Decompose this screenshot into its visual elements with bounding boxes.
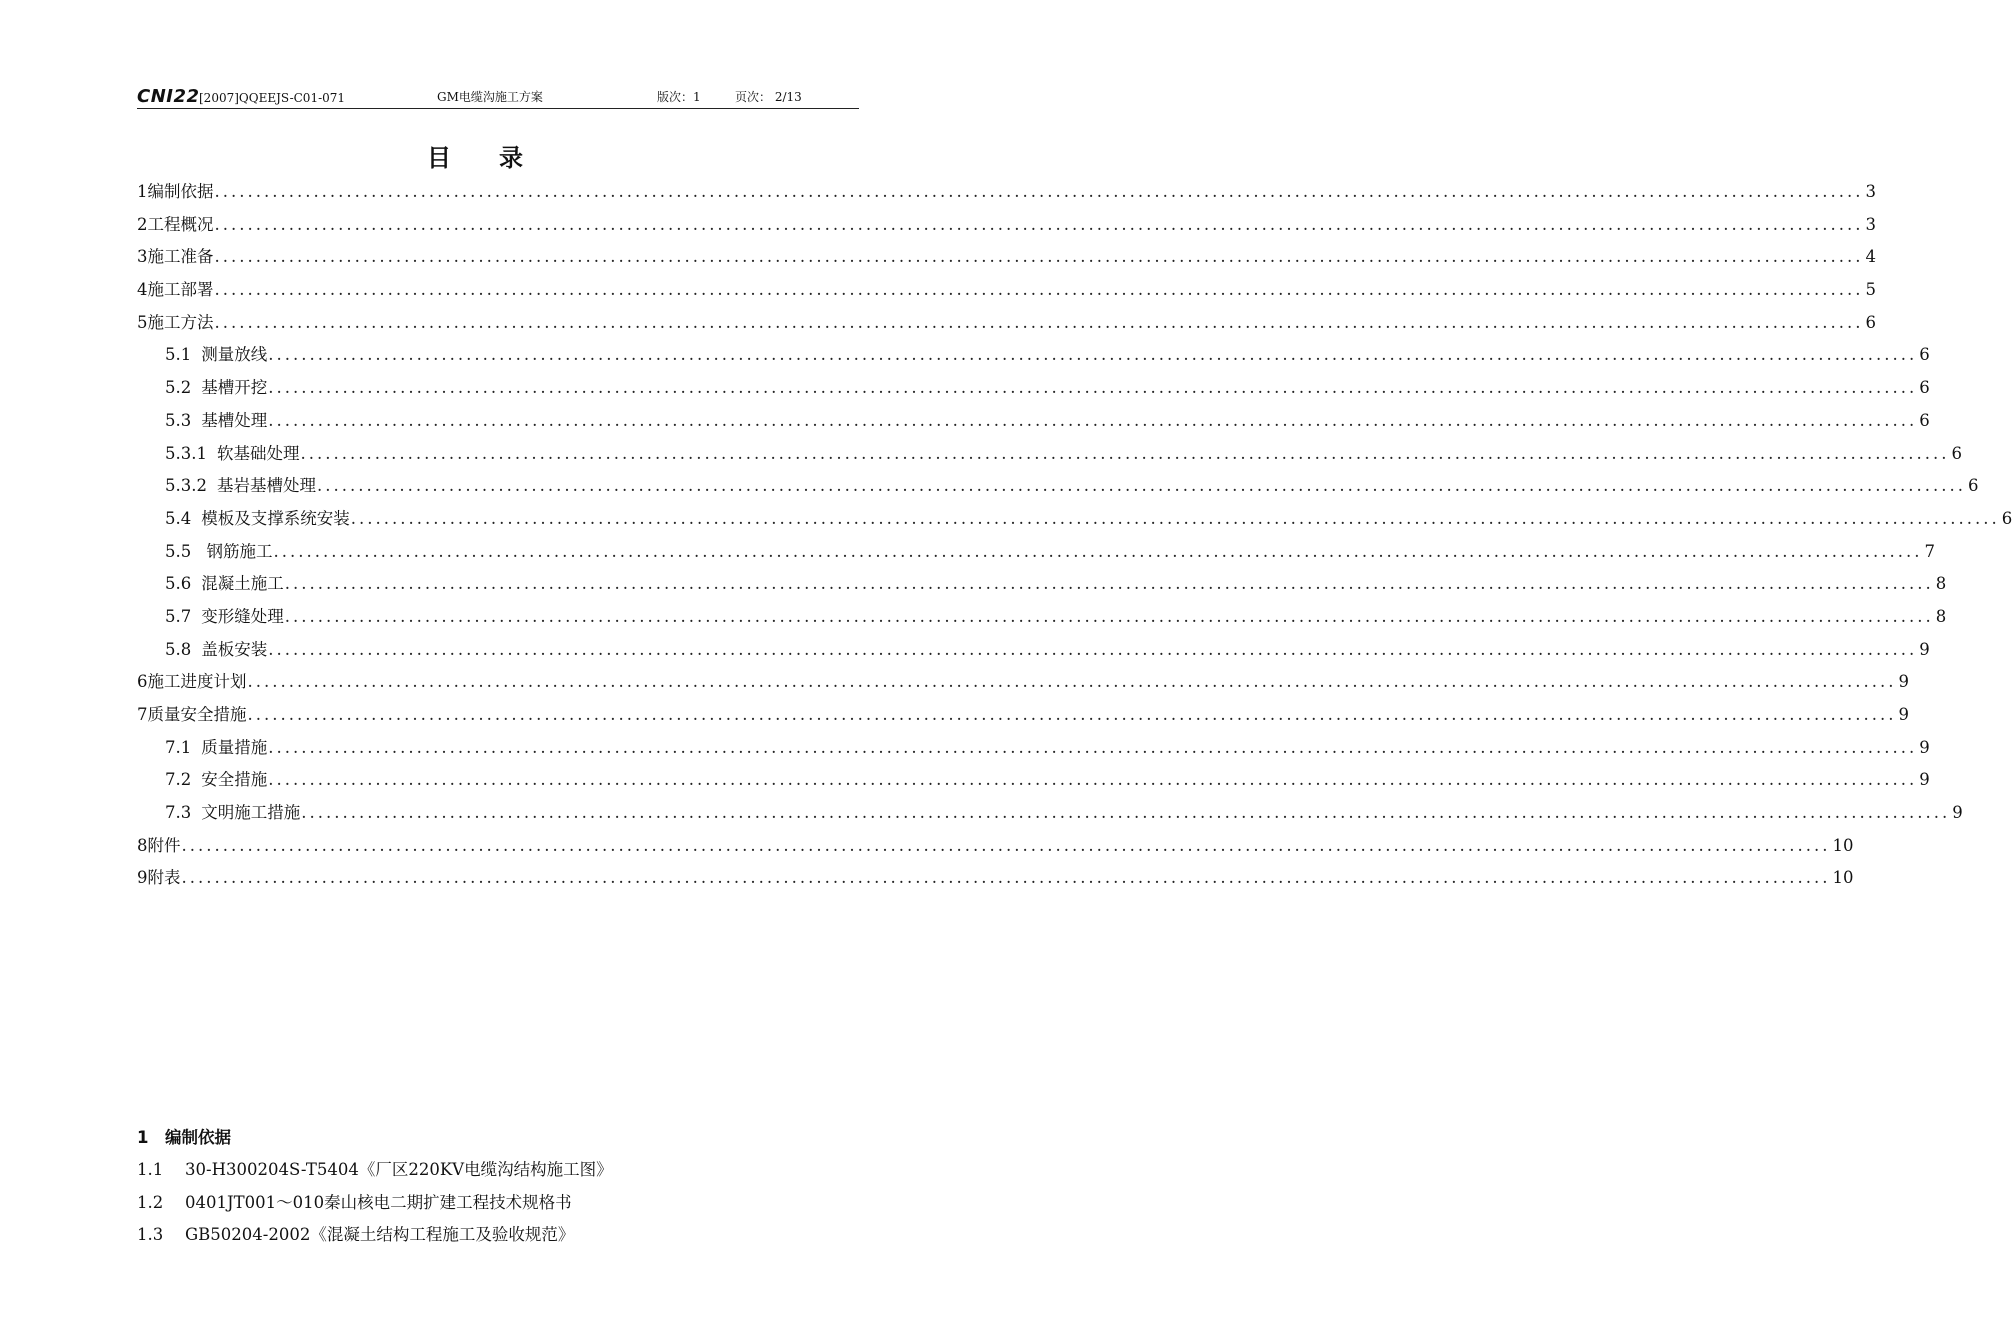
- toc-leader-dots: ........................................................................................................................................................................................................: [268, 770, 1918, 790]
- reference-text: 30-H300204S-T5404《厂区220KV电缆沟结构施工图》: [185, 1160, 613, 1179]
- toc-entry-number: 6: [137, 672, 148, 692]
- toc-leader-dots: ........................................................................................................................................................................................................: [214, 312, 1864, 332]
- toc-entry-page: 9: [1919, 770, 1930, 790]
- toc-entry-number: 5: [137, 312, 148, 332]
- toc-entry-number: 4: [137, 280, 148, 300]
- document-title: GM电缆沟施工方案: [437, 90, 543, 104]
- toc-entry[interactable]: [137, 176, 1876, 209]
- toc-entry-number: 9: [137, 868, 148, 888]
- toc-entry-number: 5.3.1: [165, 443, 207, 463]
- toc-entry-number: 5.4: [165, 508, 192, 528]
- toc-entry-title: 基槽开挖: [201, 378, 268, 398]
- toc-entry-page: 6: [1865, 312, 1876, 332]
- toc-leader-dots: ........................................................................................................................................................................................................: [301, 803, 1951, 823]
- toc-entry-page: 4: [1865, 247, 1876, 267]
- toc-entry-number: 7.3: [165, 803, 192, 823]
- toc-entry-page: 3: [1865, 214, 1876, 234]
- toc-entry-page: 9: [1952, 803, 1963, 823]
- reference-text: 0401JT001～010秦山核电二期扩建工程技术规格书: [185, 1192, 572, 1212]
- reference-text: GB50204-2002《混凝土结构工程施工及验收规范》: [185, 1225, 575, 1244]
- toc-entry[interactable]: [137, 405, 1930, 438]
- toc-entry-page: 6: [1919, 410, 1930, 430]
- toc-leader-dots: ........................................................................................................................................................................................................: [284, 574, 1934, 594]
- toc-entry[interactable]: [137, 797, 1963, 830]
- reference-number: 1.1: [137, 1160, 164, 1179]
- toc-entry[interactable]: [137, 862, 1854, 895]
- reference-item: [137, 1154, 859, 1187]
- section-heading: [137, 1122, 859, 1154]
- toc-entry-title: 附件: [147, 835, 181, 855]
- section-compilation-basis: [137, 1122, 859, 1252]
- toc-leader-dots: ........................................................................................................................................................................................................: [316, 476, 1966, 496]
- toc-entry-page: 6: [1951, 443, 1962, 463]
- toc-leader-dots: ........................................................................................................................................................................................................: [300, 443, 1950, 463]
- toc-entry-page: 10: [1832, 868, 1854, 888]
- toc-entry-title: 变形缝处理: [201, 606, 284, 626]
- toc-entry-title: 基岩基槽处理: [216, 476, 316, 496]
- toc-entry-page: 6: [1919, 378, 1930, 398]
- toc-leader-dots: ........................................................................................................................................................................................................: [247, 672, 1897, 692]
- toc-entry[interactable]: [137, 568, 1947, 601]
- toc-entry-page: 9: [1898, 705, 1909, 724]
- toc-leader-dots: ........................................................................................................................................................................................................: [214, 280, 1864, 300]
- toc-entry-number: 5.8: [165, 639, 192, 659]
- page-number: 页次： 2/13: [735, 90, 802, 104]
- toc-leader-dots: ........................................................................................................................................................................................................: [181, 868, 1831, 888]
- toc-entry-page: 9: [1919, 639, 1930, 659]
- document-number: [2007]QQEEJS-C01-071: [199, 91, 346, 105]
- toc-entry-number: 7: [137, 705, 148, 724]
- toc-leader-dots: ........................................................................................................................................................................................................: [268, 639, 1918, 659]
- toc-entry-page: 8: [1935, 574, 1947, 594]
- toc-entry-page: 7: [1924, 541, 1935, 561]
- toc-entry[interactable]: [137, 470, 1979, 503]
- toc-entry-page: 9: [1919, 737, 1930, 757]
- toc-entry-title: 施工进度计划: [147, 672, 247, 692]
- toc-entry-number: 5.6: [165, 574, 192, 594]
- toc-entry-title: 钢筋施工: [201, 541, 273, 561]
- toc-entry[interactable]: [137, 209, 1876, 242]
- toc-entry[interactable]: [137, 372, 1930, 405]
- toc-entry-title: 测量放线: [201, 345, 268, 365]
- toc-entry[interactable]: [137, 764, 1930, 797]
- toc-entry-number: 8: [137, 835, 148, 855]
- toc-leader-dots: ........................................................................................................................................................................................................: [268, 378, 1918, 398]
- toc-entry-title: 质量安全措施: [147, 705, 247, 724]
- toc-entry-title: 质量措施: [201, 737, 268, 757]
- toc-leader-dots: ........................................................................................................................................................................................................: [350, 508, 2000, 528]
- toc-entry-page: 10: [1832, 835, 1854, 855]
- toc-entry-number: 5.3.2: [165, 476, 207, 496]
- toc-leader-dots: ........................................................................................................................................................................................................: [214, 247, 1864, 267]
- toc-title: 目录: [427, 144, 571, 172]
- toc-entry[interactable]: [137, 666, 1909, 699]
- toc-leader-dots: ........................................................................................................................................................................................................: [268, 410, 1918, 430]
- toc-entry-page: 6: [1919, 345, 1930, 365]
- toc-leader-dots: ........................................................................................................................................................................................................: [181, 835, 1831, 855]
- toc-leader-dots: ........................................................................................................................................................................................................: [273, 541, 1923, 561]
- toc-entry-number: 2: [137, 214, 148, 234]
- toc-entry-title: 软基础处理: [216, 443, 300, 463]
- toc-leader-dots: ........................................................................................................................................................................................................: [268, 345, 1918, 365]
- toc-entry-title: 盖板安装: [201, 639, 268, 659]
- toc-entry[interactable]: [137, 339, 1930, 372]
- toc-leader-dots: ........................................................................................................................................................................................................: [284, 606, 1934, 626]
- toc-entry[interactable]: [137, 699, 1909, 732]
- toc-entry-number: 5.1: [165, 345, 192, 365]
- toc-entry[interactable]: [137, 274, 1876, 307]
- toc-entry-page: 6: [2001, 508, 2012, 528]
- toc-leader-dots: ........................................................................................................................................................................................................: [247, 705, 1897, 724]
- toc-entry[interactable]: [137, 732, 1930, 765]
- toc-entry[interactable]: [137, 241, 1876, 274]
- toc-entry[interactable]: [137, 601, 1947, 634]
- company-logo: CNI22: [137, 86, 200, 107]
- toc-entry-number: 5.3: [165, 410, 192, 430]
- toc-entry-page: 3: [1865, 182, 1876, 201]
- toc-entry-title: 附表: [147, 868, 181, 888]
- toc-entry-number: 1: [137, 182, 148, 201]
- toc-entry-number: 7.2: [165, 770, 192, 790]
- toc-entry-title: 施工方法: [147, 312, 214, 332]
- toc-entry[interactable]: [137, 830, 1854, 863]
- toc-entry-number: 5.7: [165, 606, 192, 626]
- toc-entry-page: 6: [1967, 476, 1979, 496]
- toc-entry-page: 5: [1865, 280, 1876, 300]
- toc-entry-number: 5.2: [165, 378, 192, 398]
- toc-entry-title: 混凝土施工: [201, 574, 284, 594]
- toc-entry-title: 模板及支撑系统安装: [201, 508, 350, 528]
- toc-entry-title: 编制依据: [147, 182, 214, 201]
- page-header: [137, 86, 859, 109]
- reference-number: 1.2: [137, 1192, 164, 1212]
- toc-entry-page: 9: [1898, 672, 1909, 692]
- section-number: 1: [137, 1128, 149, 1147]
- toc-entry-page: 8: [1935, 606, 1947, 626]
- reference-item: [137, 1187, 859, 1220]
- reference-number: 1.3: [137, 1225, 164, 1244]
- table-of-contents: [137, 176, 2012, 895]
- toc-entry[interactable]: [137, 536, 1935, 569]
- toc-entry-title: 施工部署: [147, 280, 214, 300]
- toc-entry-title: 施工准备: [147, 247, 214, 267]
- toc-entry-number: 3: [137, 247, 148, 267]
- toc-leader-dots: ........................................................................................................................................................................................................: [268, 737, 1918, 757]
- toc-entry-number: 7.1: [165, 737, 192, 757]
- toc-entry[interactable]: [137, 503, 2012, 536]
- toc-entry[interactable]: [137, 634, 1930, 667]
- toc-entry-title: 工程概况: [147, 214, 214, 234]
- toc-entry-title: 安全措施: [201, 770, 268, 790]
- toc-leader-dots: ........................................................................................................................................................................................................: [214, 182, 1864, 201]
- toc-leader-dots: ........................................................................................................................................................................................................: [214, 214, 1864, 234]
- reference-item: [137, 1219, 859, 1252]
- toc-entry[interactable]: [137, 307, 1876, 340]
- section-title: 编制依据: [165, 1128, 231, 1147]
- edition-label: 版次：1: [657, 90, 701, 104]
- toc-entry-title: 基槽处理: [201, 410, 268, 430]
- toc-entry-number: 5.5: [165, 541, 192, 561]
- toc-entry-title: 文明施工措施: [201, 803, 301, 823]
- toc-entry[interactable]: [137, 438, 1962, 471]
